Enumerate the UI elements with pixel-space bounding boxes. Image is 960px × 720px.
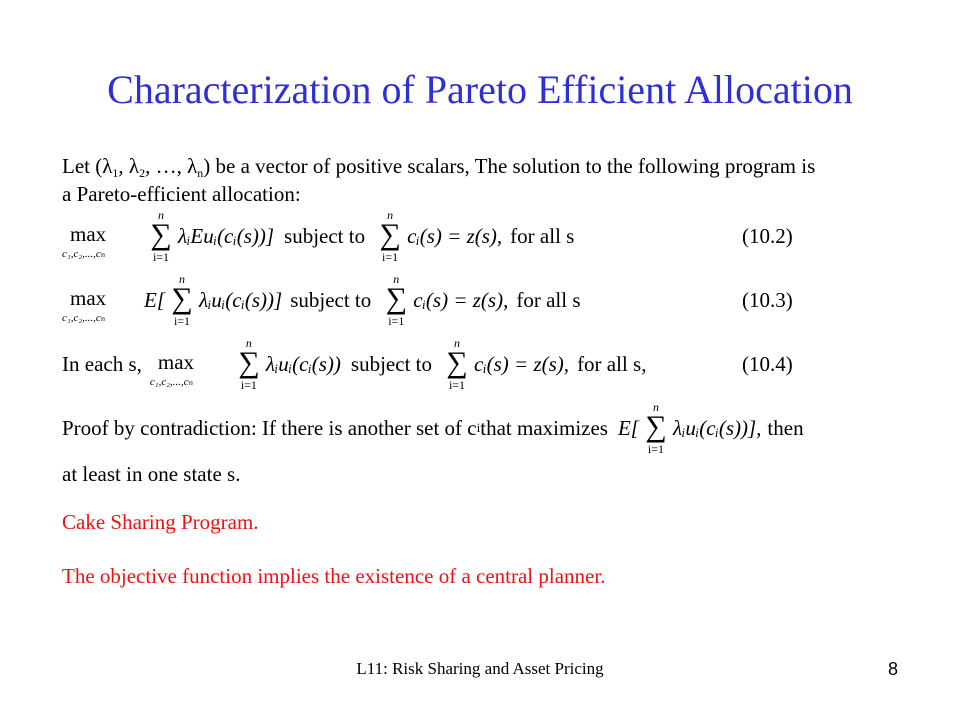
- proof-line-1: Proof by contradiction: If there is another set of c i that maximizes E[ n ∑ i=1 λᵢuᵢ(cᵢ(s))], then: [62, 400, 804, 456]
- max-subscript: c₁,c₂,...,cₙ: [62, 248, 106, 260]
- proof-then: then: [767, 416, 804, 440]
- intro-ellipsis: , …,: [145, 154, 188, 178]
- lambda-2: λ: [128, 154, 140, 178]
- max-operator: [150, 336, 232, 392]
- intro-line-2: a Pareto-efficient allocation:: [62, 182, 301, 206]
- proof-maximizes: that maximizes: [480, 416, 608, 440]
- objective: λᵢuᵢ(cᵢ(s))]: [199, 288, 283, 312]
- sigma-glyph: ∑: [238, 346, 260, 379]
- for-all: for all s,: [577, 352, 647, 376]
- expectation-prefix: E[: [617, 416, 639, 440]
- sigma-glyph: ∑: [150, 218, 172, 251]
- equation-tag-10-2: (10.2): [742, 224, 793, 248]
- sum-lower: i=1: [152, 250, 170, 264]
- sigma-glyph: ∑: [385, 282, 407, 315]
- sum-symbol-constraint: [379, 272, 413, 328]
- max-word: max: [70, 286, 107, 310]
- equation-10-3: [62, 272, 581, 328]
- for-all: for all s: [510, 224, 575, 248]
- sum-upper: n: [158, 208, 164, 222]
- lambda-1: λ: [102, 154, 113, 178]
- sum-lower: i=1: [647, 442, 665, 456]
- sum-symbol-constraint: [440, 336, 474, 392]
- objective: λᵢEuᵢ(cᵢ(s))]: [178, 224, 275, 248]
- sum-symbol: [232, 336, 266, 392]
- max-word: max: [157, 350, 195, 374]
- subject-to: subject to: [284, 224, 366, 248]
- lambda-1-sub: 1: [112, 166, 119, 180]
- objective: λᵢuᵢ(cᵢ(s)): [265, 352, 341, 376]
- sum-symbol: [144, 208, 178, 264]
- sum-lower: i=1: [240, 378, 257, 392]
- cake-sharing-note: Cake Sharing Program.: [62, 510, 259, 534]
- sum-symbol-constraint: [373, 208, 407, 264]
- lambda-2-sub: 2: [139, 166, 146, 180]
- intro-rest: ) be a vector of positive scalars, The solution to the following program is: [203, 154, 816, 178]
- central-planner-note: The objective function implies the existence of a central planner.: [62, 564, 606, 588]
- sum-lower: i=1: [448, 378, 466, 392]
- lambda-n: λ: [187, 154, 198, 178]
- sum-lower: i=1: [173, 314, 191, 328]
- sigma-glyph: ∑: [645, 410, 667, 443]
- max-subscript: c₁,c₂,...,cₙ: [149, 376, 194, 388]
- footer: L11: Risk Sharing and Asset Pricing: [356, 659, 604, 678]
- for-all: for all s: [516, 288, 581, 312]
- objective: λᵢuᵢ(cᵢ(s))],: [672, 416, 762, 440]
- proof-line-2: at least in one state s.: [62, 462, 241, 486]
- sum-symbol: [165, 272, 199, 328]
- page-number: 8: [888, 659, 899, 679]
- max-operator: [62, 208, 144, 264]
- sigma-glyph: ∑: [171, 282, 193, 315]
- sum-symbol: [639, 400, 673, 456]
- sum-lower: i=1: [388, 314, 405, 328]
- sum-upper: n: [393, 272, 400, 286]
- sum-upper: n: [652, 400, 659, 414]
- proof-text: Proof by contradiction: If there is another set of c: [62, 416, 477, 440]
- intro-line-1: [62, 152, 815, 180]
- intro-sep: ,: [118, 154, 129, 178]
- equation-tag-10-3: (10.3): [742, 288, 793, 312]
- sigma-glyph: ∑: [379, 218, 401, 251]
- equation-tag-10-4: (10.4): [742, 352, 793, 376]
- subject-to: subject to: [350, 352, 432, 376]
- in-each-s: In each s,: [62, 352, 142, 376]
- sum-lower: i=1: [382, 250, 399, 264]
- sum-upper: n: [454, 336, 460, 350]
- equation-10-4: [62, 336, 646, 392]
- max-operator: [62, 272, 144, 328]
- equation-10-2: [62, 208, 574, 264]
- subject-to: subject to: [290, 288, 372, 312]
- max-word: max: [70, 222, 107, 246]
- constraint: cᵢ(s) = z(s),: [407, 224, 503, 248]
- slide-title: Characterization of Pareto Efficient Allocation: [107, 67, 853, 112]
- sum-upper: n: [245, 336, 252, 350]
- max-subscript: c₁,c₂,...,cₙ: [62, 312, 106, 324]
- constraint: cᵢ(s) = z(s),: [474, 352, 570, 376]
- sum-upper: n: [387, 208, 394, 222]
- sum-upper: n: [179, 272, 185, 286]
- sigma-glyph: ∑: [446, 346, 468, 379]
- intro-let: Let (: [62, 154, 103, 178]
- expectation-prefix: E[: [144, 288, 165, 312]
- lambda-n-sub: n: [197, 166, 204, 180]
- constraint: cᵢ(s) = z(s),: [413, 288, 509, 312]
